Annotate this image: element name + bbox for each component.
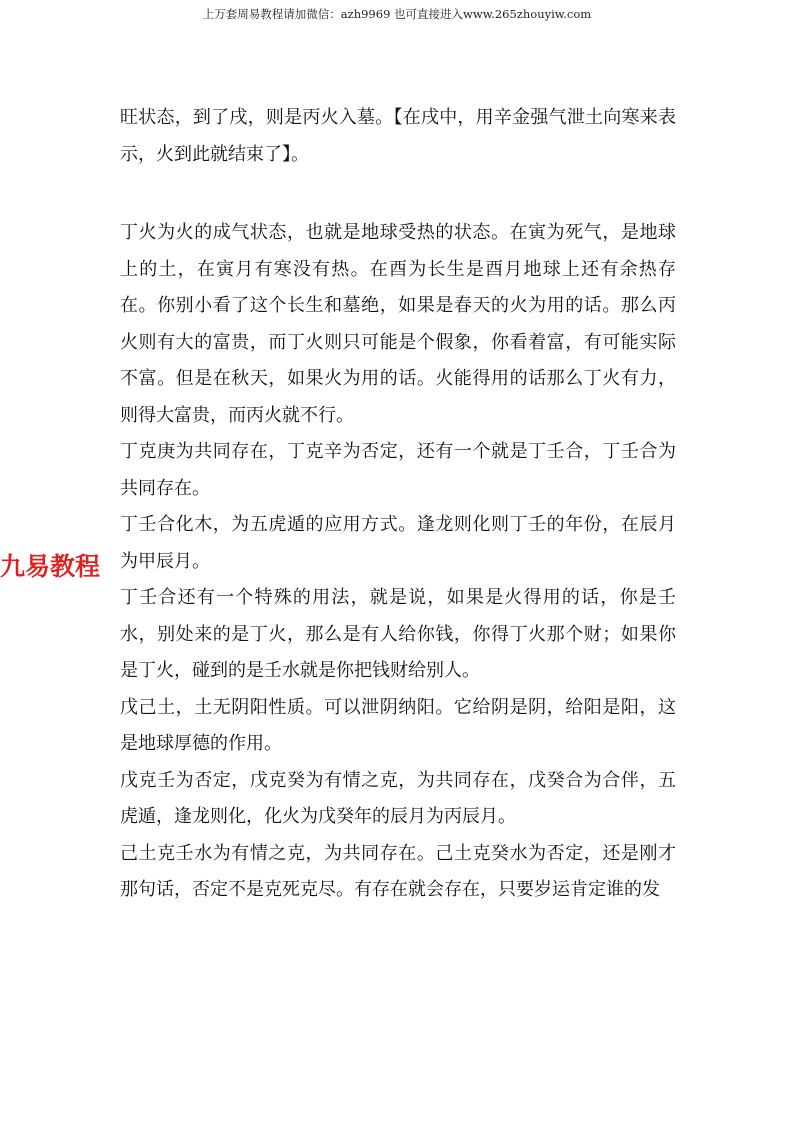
paragraph: 己土克壬水为有情之克，为共同存在。己土克癸水为否定，还是刚才那句话，否定不是克死克尽。有存在就会存在，只要岁运肯定谁的发: [120, 842, 676, 900]
page-header: 上万套周易教程请加微信：azh9969 也可直接进入www.265zhouyiw.com: [202, 7, 592, 21]
paragraph-gap: [120, 173, 676, 215]
paragraph: 丁火为火的成气状态，也就是地球受热的状态。在寅为死气，是地球上的土，在寅月有寒没有热。在酉为长生是酉月地球上还有余热存在。你别小看了这个长生和墓绝，如果是春天的火为用的话。那么丙火则有大的富贵，而丁火则只可能是个假象，你看着富，有可能实际不富。但是在秋天，如果火为用的话。火能得用的话那么丁火有力，则得大富贵，而丙火就不行。: [120, 222, 676, 426]
paragraph: 旺状态，到了戌，则是丙火入墓。【在戌中，用辛金强气泄土向寒来表示，火到此就结束了】。: [120, 107, 676, 165]
watermark-logo: 九易教程: [0, 552, 101, 581]
paragraph: 丁壬合还有一个特殊的用法，就是说，如果是火得用的话，你是壬水，别处来的是丁火，那么是有人给你钱，你得丁火那个财；如果你是丁火，碰到的是壬水就是你把钱财给别人。: [120, 587, 676, 681]
paragraph: 戊克壬为否定，戊克癸为有情之克，为共同存在，戊癸合为合伴，五虎遁，逢龙则化，化火为戊癸年的辰月为丙辰月。: [120, 769, 676, 827]
paragraph: 丁壬合化木，为五虎遁的应用方式。逢龙则化则丁壬的年份，在辰月为甲辰月。: [120, 514, 676, 572]
paragraph: 丁克庚为共同存在，丁克辛为否定，还有一个就是丁壬合，丁壬合为共同存在。: [120, 441, 676, 499]
paragraph: 戊己土，土无阴阳性质。可以泄阴纳阳。它给阴是阴，给阳是阳，这是地球厚德的作用。: [120, 696, 676, 754]
document-body: [120, 100, 676, 909]
